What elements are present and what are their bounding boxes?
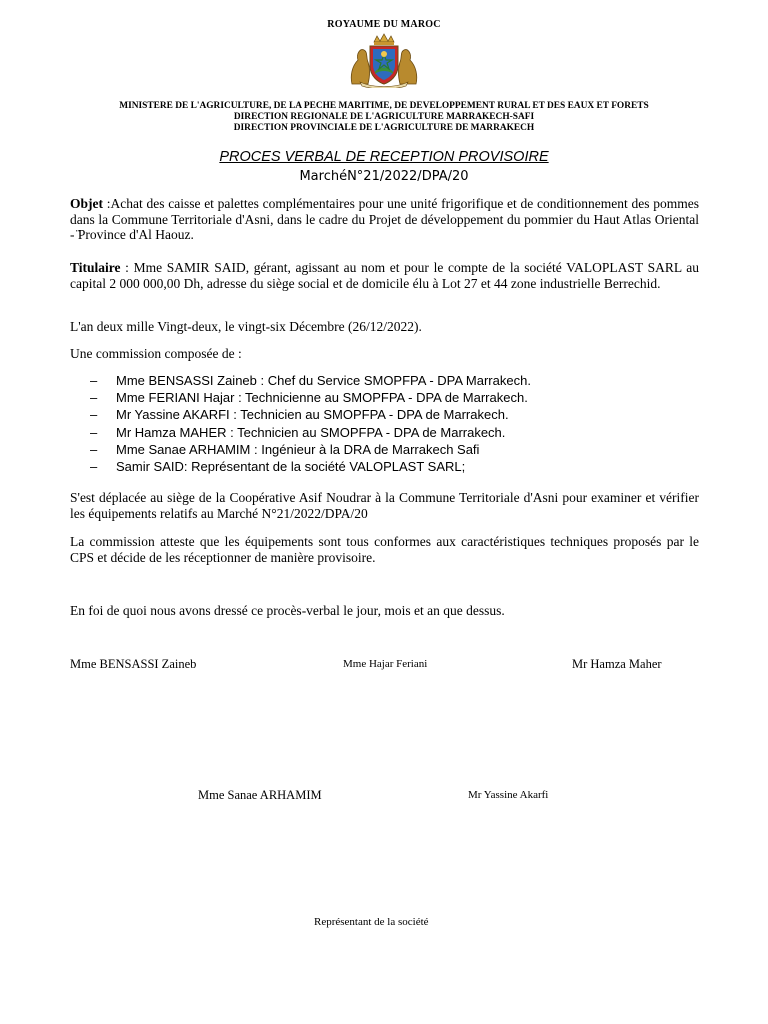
bullet-dash: – xyxy=(90,424,98,440)
member-text: Mme Sanae ARHAMIM : Ingénieur à la DRA de Marrakech Safi xyxy=(116,441,480,457)
objet-label: Objet xyxy=(70,196,103,211)
moroccan-coat-of-arms-icon xyxy=(346,32,422,88)
signature-akarfi: Mr Yassine Akarfi xyxy=(468,789,549,801)
date-line: L'an deux mille Vingt-deux, le vingt-six Décembre (26/12/2022). xyxy=(70,319,422,334)
ministry-line: MINISTERE DE L'AGRICULTURE, DE LA PECHE MARITIME, DE DEVELOPPEMENT RURAL ET DES EAUX ET FORETS xyxy=(119,101,649,111)
titulaire-paragraph xyxy=(70,260,699,291)
kingdom-heading: ROYAUME DU MAROC xyxy=(327,19,441,30)
bullet-dash: – xyxy=(90,459,98,475)
signature-feriani: Mme Hajar Feriani xyxy=(343,658,428,670)
document-title: PROCES VERBAL DE RECEPTION PROVISOIRE xyxy=(219,149,549,165)
member-text: Mme FERIANI Hajar : Technicienne au SMOPFPA - DPA de Marrakech. xyxy=(116,390,528,406)
list-item xyxy=(90,441,531,458)
commission-members-list xyxy=(90,372,531,475)
commission-intro: Une commission composée de : xyxy=(70,346,242,361)
signature-bensassi: Mme BENSASSI Zaineb xyxy=(70,657,197,671)
regional-direction-line: DIRECTION REGIONALE DE L'AGRICULTURE MARRAKECH-SAFI xyxy=(233,112,535,122)
bullet-dash: – xyxy=(90,407,98,423)
bullet-dash: – xyxy=(90,390,98,406)
member-text: Mme BENSASSI Zaineb : Chef du Service SMOPFPA - DPA Marrakech. xyxy=(116,373,531,388)
list-item xyxy=(90,389,531,406)
bullet-dash: – xyxy=(90,373,98,388)
objet-text: :Achat des caisse et palettes complémentaires pour une unité frigorifique et de conditionnement des pommes dans la Commune Territoriale d'Asni, dans le cadre du Projet de développement du pommier du Haut Atlas Oriental - ̈Province d'Al Haouz. xyxy=(70,196,699,242)
member-text: Samir SAID: Représentant de la société VALOPLAST SARL; xyxy=(116,459,466,475)
marche-reference: MarchéN°21/2022/DPA/20 xyxy=(299,169,469,184)
titulaire-label: Titulaire xyxy=(70,260,121,275)
list-item xyxy=(90,406,531,423)
attestation-paragraph: La commission atteste que les équipements sont tous conformes aux caractéristiques techniques proposés par le CPS et décide de les réceptionner de manière provisoire. xyxy=(70,534,699,565)
titulaire-text: : Mme SAMIR SAID, gérant, agissant au nom et pour le compte de la société VALOPLAST SARL au capital 2 000 000,00 Dh, adresse du siège social et de domicile élu à Lot 27 et 44 zone industrielle Berrechid. xyxy=(70,260,699,291)
member-text: Mr Hamza MAHER : Technicien au SMOPFPA - DPA de Marrakech. xyxy=(116,424,506,440)
list-item xyxy=(90,424,531,441)
signature-maher: Mr Hamza Maher xyxy=(572,657,662,671)
bullet-dash: – xyxy=(90,441,98,457)
list-item xyxy=(90,458,531,475)
provincial-direction-line: DIRECTION PROVINCIALE DE L'AGRICULTURE DE MARRAKECH xyxy=(233,123,535,133)
signature-company-representative: Représentant de la société xyxy=(314,916,429,928)
closing-paragraph: En foi de quoi nous avons dressé ce procès-verbal le jour, mois et an que dessus. xyxy=(70,603,505,618)
objet-paragraph xyxy=(70,196,699,243)
member-text: Mr Yassine AKARFI : Technicien au SMOPFPA - DPA de Marrakech. xyxy=(116,407,509,423)
visit-paragraph: S'est déplacée au siège de la Coopérative Asif Noudrar à la Commune Territoriale d'Asni pour examiner et vérifier les équipements relatifs au Marché N°21/2022/DPA/20 xyxy=(70,490,699,521)
signature-arhamim: Mme Sanae ARHAMIM xyxy=(198,788,322,802)
list-item xyxy=(90,372,531,389)
ministry-header xyxy=(40,101,728,134)
